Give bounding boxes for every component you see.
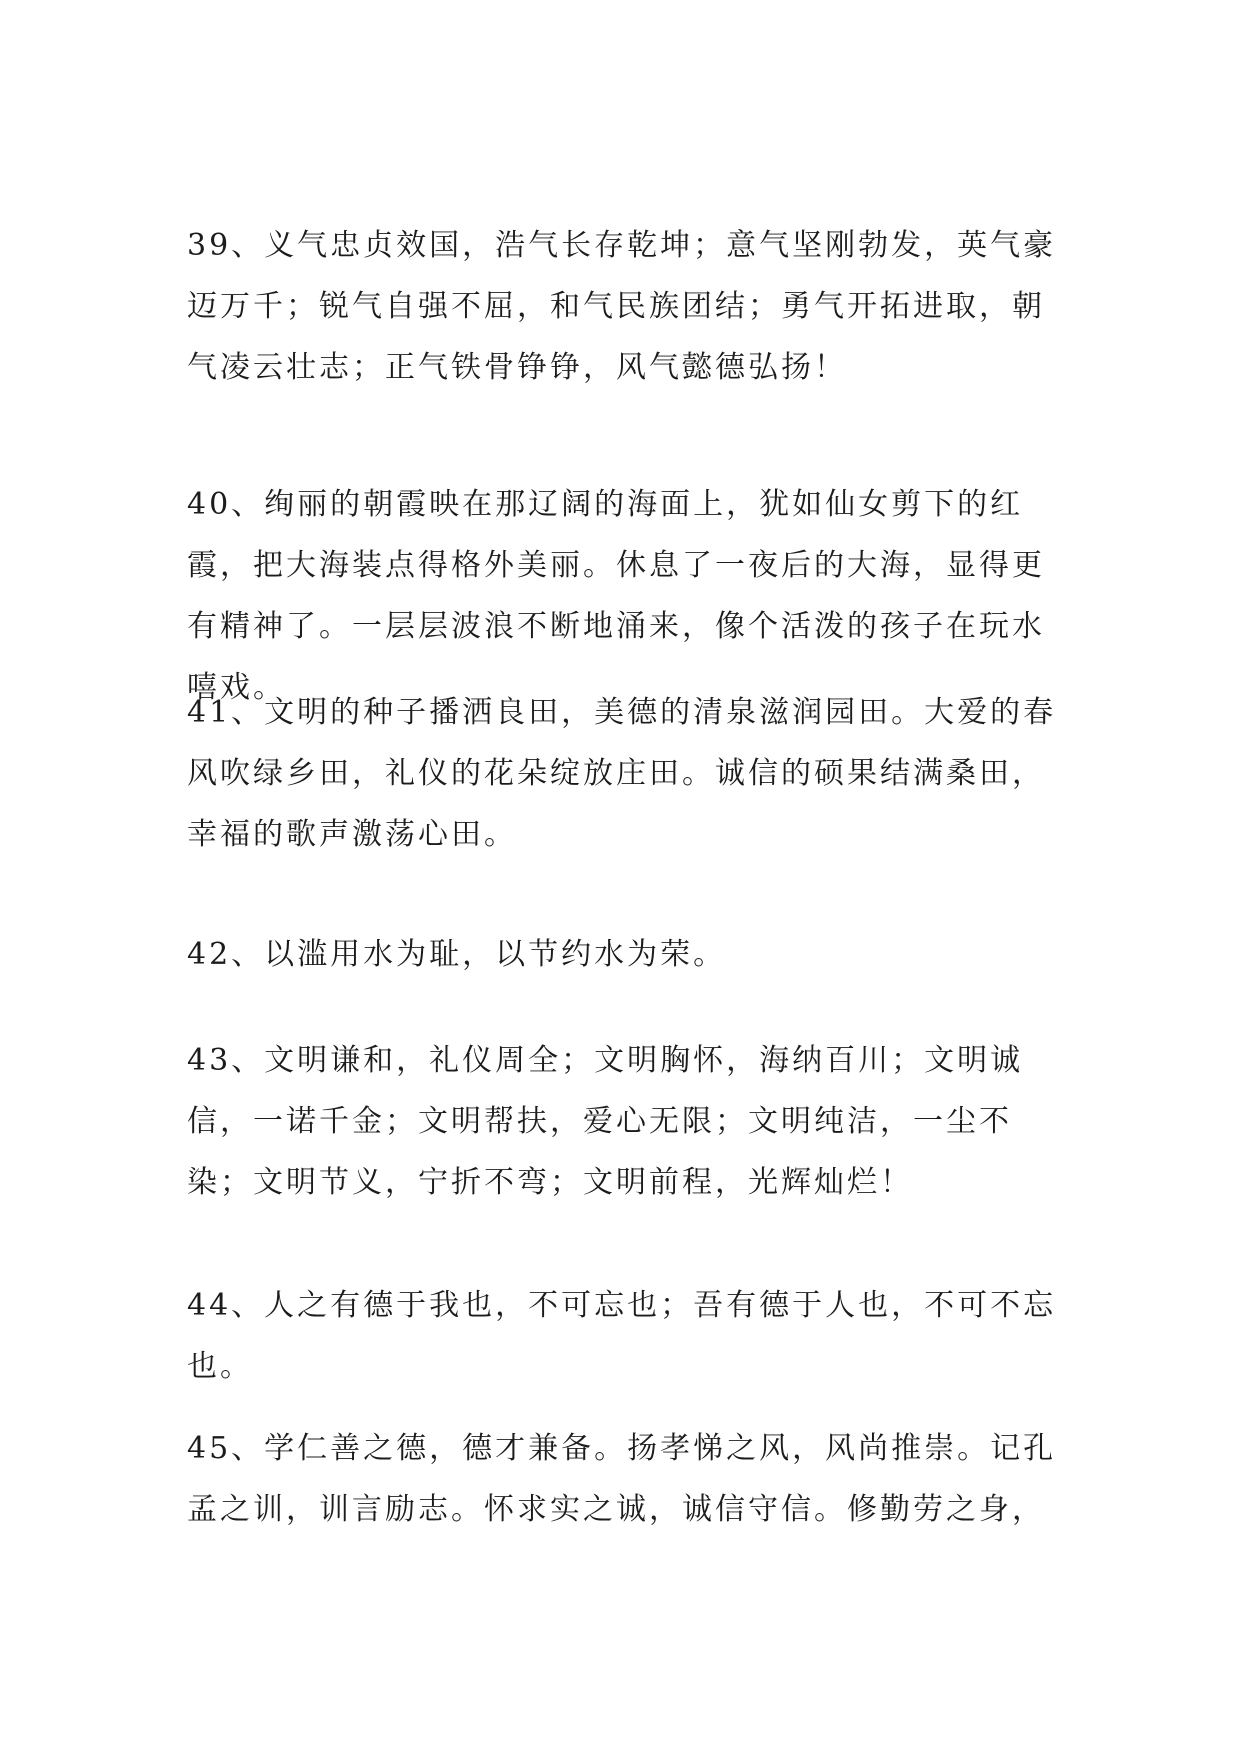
paragraph-40: 40、绚丽的朝霞映在那辽阔的海面上，犹如仙女剪下的红霞，把大海装点得格外美丽。休息了一夜后的大海，显得更有精神了。一层层波浪不断地涌来，像个活泼的孩子在玩水嘻戏。	[187, 487, 1045, 705]
paragraph-42: 42、以滥用水为耻，以节约水为荣。	[187, 937, 727, 972]
paragraph-45: 45、学仁善之德，德才兼备。扬孝悌之风，风尚推崇。记孔孟之训，训言励志。怀求实之诚，诚信守信。修勤劳之身，	[187, 1431, 1057, 1527]
paragraph-41: 41、文明的种子播洒良田，美德的清泉滋润园田。大爱的春风吹绿乡田，礼仪的花朵绽放庄田。诚信的硕果结满桑田，幸福的歌声激荡心田。	[187, 695, 1057, 852]
paragraph-44: 44、人之有德于我也，不可忘也；吾有德于人也，不可不忘也。	[187, 1288, 1057, 1384]
paragraph-43: 43、文明谦和，礼仪周全；文明胸怀，海纳百川；文明诚信，一诺千金；文明帮扶，爱心无限；文明纯洁，一尘不染；文明节义，宁折不弯；文明前程，光辉灿烂！	[187, 1043, 1024, 1200]
paragraph-39: 39、义气忠贞效国，浩气长存乾坤；意气坚刚勃发，英气豪迈万千；锐气自强不屈，和气民族团结；勇气开拓进取，朝气凌云壮志；正气铁骨铮铮，风气懿德弘扬！	[187, 228, 1057, 385]
